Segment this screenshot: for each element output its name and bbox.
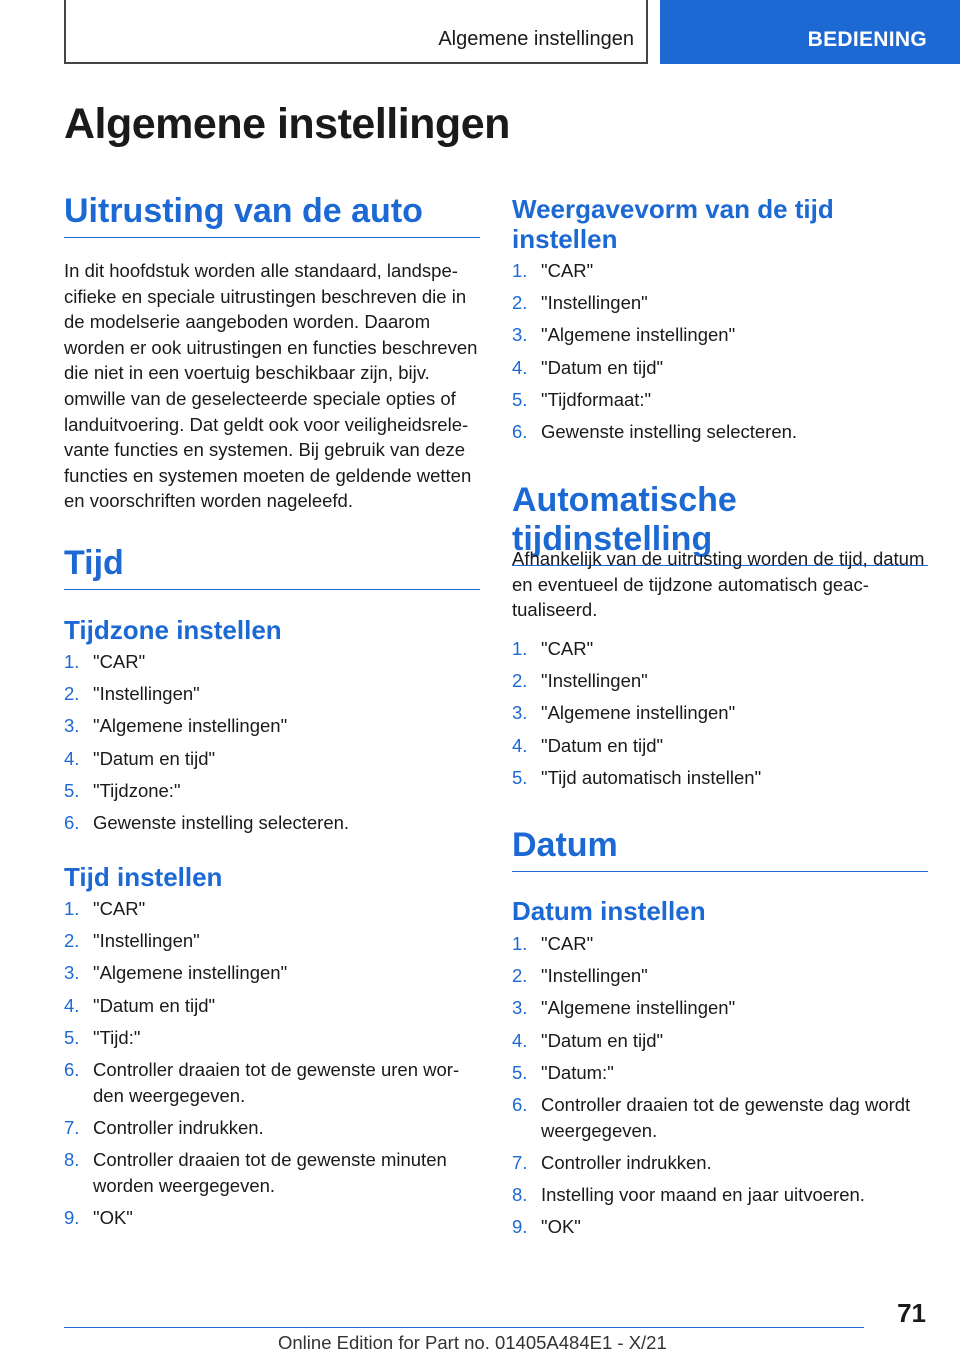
step-text: "Datum en tijd" xyxy=(93,747,216,769)
step-item xyxy=(512,419,928,445)
step-text: "Tijdzone:" xyxy=(93,779,181,801)
heading-date: Datum xyxy=(512,826,928,872)
step-number: 1. xyxy=(512,638,528,659)
step-item xyxy=(64,1025,480,1051)
step-text: "Algemene instellingen" xyxy=(93,962,288,984)
step-number: 4. xyxy=(64,747,80,769)
step-item xyxy=(64,928,480,954)
heading-auto-time: Automatische tijdinstelling xyxy=(512,481,928,566)
step-item xyxy=(64,746,480,772)
step-number: 5. xyxy=(64,779,80,801)
heading-set-date: Datum instellen xyxy=(512,896,706,926)
step-text: "Algemene instellingen" xyxy=(541,324,736,346)
step-item xyxy=(512,290,928,316)
step-text: "Algemene instellingen" xyxy=(541,702,736,724)
step-text: "Tijdformaat:" xyxy=(541,388,652,410)
header-section-box xyxy=(64,0,648,64)
step-item xyxy=(512,765,928,791)
step-item xyxy=(512,258,928,284)
step-number: 2. xyxy=(64,683,80,705)
step-text: "Datum en tijd" xyxy=(541,356,664,378)
step-item xyxy=(512,1150,928,1176)
step-number: 5. xyxy=(512,388,528,410)
step-number: 1. xyxy=(64,898,80,919)
step-text: "OK" xyxy=(93,1206,133,1228)
equipment-text: In dit hoofdstuk worden alle standaard, landspecifieke en speciale uitrustingen beschreven die in de modelserie aangeboden worden. Daarom worden er ook uitrustingen en functies beschreven die niet in een voertuig beschikbaar zijn, bijv. omwille van de geselecteerde speciale opties of landuitvoering. Dat geldt ook voor veiligheidsrelevante functies en systemen. Bij gebruik van deze functies en systemen moeten de geldende wetten en voorschriften worden nageleefd. xyxy=(64,260,478,512)
step-text: "Algemene instellingen" xyxy=(541,997,736,1019)
step-text: Instelling voor maand en jaar uitvoeren. xyxy=(541,1183,865,1205)
set-time-steps xyxy=(64,896,480,1237)
step-text: Controller indrukken. xyxy=(93,1116,264,1138)
step-item xyxy=(64,1205,480,1231)
step-text: "Instellingen" xyxy=(93,683,200,705)
step-text: "CAR" xyxy=(93,651,146,672)
step-number: 3. xyxy=(512,997,528,1019)
page-number: 71 xyxy=(897,1298,926,1328)
step-number: 9. xyxy=(64,1206,80,1228)
step-text: "Instellingen" xyxy=(541,670,648,692)
footer-divider xyxy=(64,1327,864,1328)
footer-edition: Online Edition for Part no. 01405A484E1 - X/21 xyxy=(278,1332,667,1353)
heading-time-format: Weergavevorm van de tijd instellen xyxy=(512,194,834,254)
heading-time: Tijd xyxy=(64,544,480,590)
step-number: 4. xyxy=(512,1029,528,1051)
step-number: 5. xyxy=(512,766,528,788)
step-text: "Datum en tijd" xyxy=(93,994,216,1016)
step-item xyxy=(64,810,480,836)
step-item xyxy=(512,1092,928,1143)
step-number: 6. xyxy=(512,420,528,442)
step-number: 7. xyxy=(64,1116,80,1138)
time-format-steps xyxy=(512,258,928,451)
step-item xyxy=(512,1182,928,1208)
step-item xyxy=(64,993,480,1019)
step-number: 9. xyxy=(512,1216,528,1238)
step-number: 5. xyxy=(512,1061,528,1083)
step-number: 3. xyxy=(512,702,528,724)
step-number: 6. xyxy=(512,1093,528,1115)
heading-equipment: Uitrusting van de auto xyxy=(64,192,480,238)
step-text: "Instellingen" xyxy=(541,292,648,314)
step-item xyxy=(512,1214,928,1240)
step-text: "Datum en tijd" xyxy=(541,1029,664,1051)
step-text: Controller draaien tot de gewenste uren worden weergegeven. xyxy=(93,1058,460,1106)
step-number: 3. xyxy=(64,962,80,984)
step-number: 8. xyxy=(64,1148,80,1170)
step-text: Gewenste instelling selecteren. xyxy=(541,420,798,442)
step-text: Gewenste instelling selecteren. xyxy=(93,811,350,833)
step-item xyxy=(64,1057,480,1108)
step-item xyxy=(512,995,928,1021)
step-text: Controller draaien tot de gewenste minuten worden weergegeven. xyxy=(93,1148,447,1196)
step-item xyxy=(64,1147,480,1198)
step-text: "Instellingen" xyxy=(541,965,648,987)
step-text: "OK" xyxy=(541,1216,581,1238)
step-number: 2. xyxy=(512,965,528,987)
step-item xyxy=(64,896,480,922)
page-title: Algemene instellingen xyxy=(64,100,510,148)
step-item xyxy=(64,681,480,707)
step-number: 1. xyxy=(64,651,80,672)
step-item xyxy=(64,1115,480,1141)
step-text: "CAR" xyxy=(541,933,594,954)
step-item xyxy=(512,1028,928,1054)
step-item xyxy=(512,1060,928,1086)
header-chapter-label: BEDIENING xyxy=(807,28,927,51)
step-number: 5. xyxy=(64,1026,80,1048)
step-item xyxy=(512,931,928,957)
step-text: "CAR" xyxy=(541,260,594,281)
step-number: 2. xyxy=(64,930,80,952)
header-section-title: Algemene instellingen xyxy=(438,28,634,50)
step-item xyxy=(64,960,480,986)
heading-set-time: Tijd instellen xyxy=(64,862,223,892)
step-item xyxy=(512,700,928,726)
step-text: "Algemene instellingen" xyxy=(93,715,288,737)
step-number: 3. xyxy=(64,715,80,737)
step-number: 4. xyxy=(64,994,80,1016)
step-number: 2. xyxy=(512,670,528,692)
step-text: "Tijd:" xyxy=(93,1026,141,1048)
auto-time-steps xyxy=(512,636,928,797)
step-text: Controller indrukken. xyxy=(541,1151,712,1173)
step-number: 2. xyxy=(512,292,528,314)
step-number: 8. xyxy=(512,1183,528,1205)
step-item xyxy=(512,963,928,989)
step-text: "CAR" xyxy=(93,898,146,919)
step-item xyxy=(512,322,928,348)
step-number: 1. xyxy=(512,933,528,954)
timezone-steps xyxy=(64,649,480,842)
step-text: "Tijd automatisch instellen" xyxy=(541,766,762,788)
step-number: 1. xyxy=(512,260,528,281)
step-number: 7. xyxy=(512,1151,528,1173)
step-item xyxy=(64,649,480,675)
step-item xyxy=(512,636,928,662)
step-number: 4. xyxy=(512,356,528,378)
step-number: 4. xyxy=(512,734,528,756)
step-item xyxy=(512,387,928,413)
step-text: Controller draaien tot de gewenste dag wordt weergegeven. xyxy=(541,1093,911,1141)
step-number: 3. xyxy=(512,324,528,346)
step-number: 6. xyxy=(64,1058,80,1080)
step-item xyxy=(64,713,480,739)
step-item xyxy=(64,778,480,804)
step-item xyxy=(512,668,928,694)
step-text: "Instellingen" xyxy=(93,930,200,952)
step-number: 6. xyxy=(64,811,80,833)
step-text: "Datum:" xyxy=(541,1061,614,1083)
step-item xyxy=(512,733,928,759)
set-date-steps xyxy=(512,931,928,1246)
step-item xyxy=(512,355,928,381)
auto-time-text: Afhankelijk van de uitrusting worden de tijd, datum en eventueel de tijdzone automatisch geactualiseerd. xyxy=(512,548,925,621)
heading-timezone: Tijdzone instellen xyxy=(64,615,282,645)
step-text: "Datum en tijd" xyxy=(541,734,664,756)
header-chapter-tab xyxy=(660,0,960,64)
step-text: "CAR" xyxy=(541,638,594,659)
